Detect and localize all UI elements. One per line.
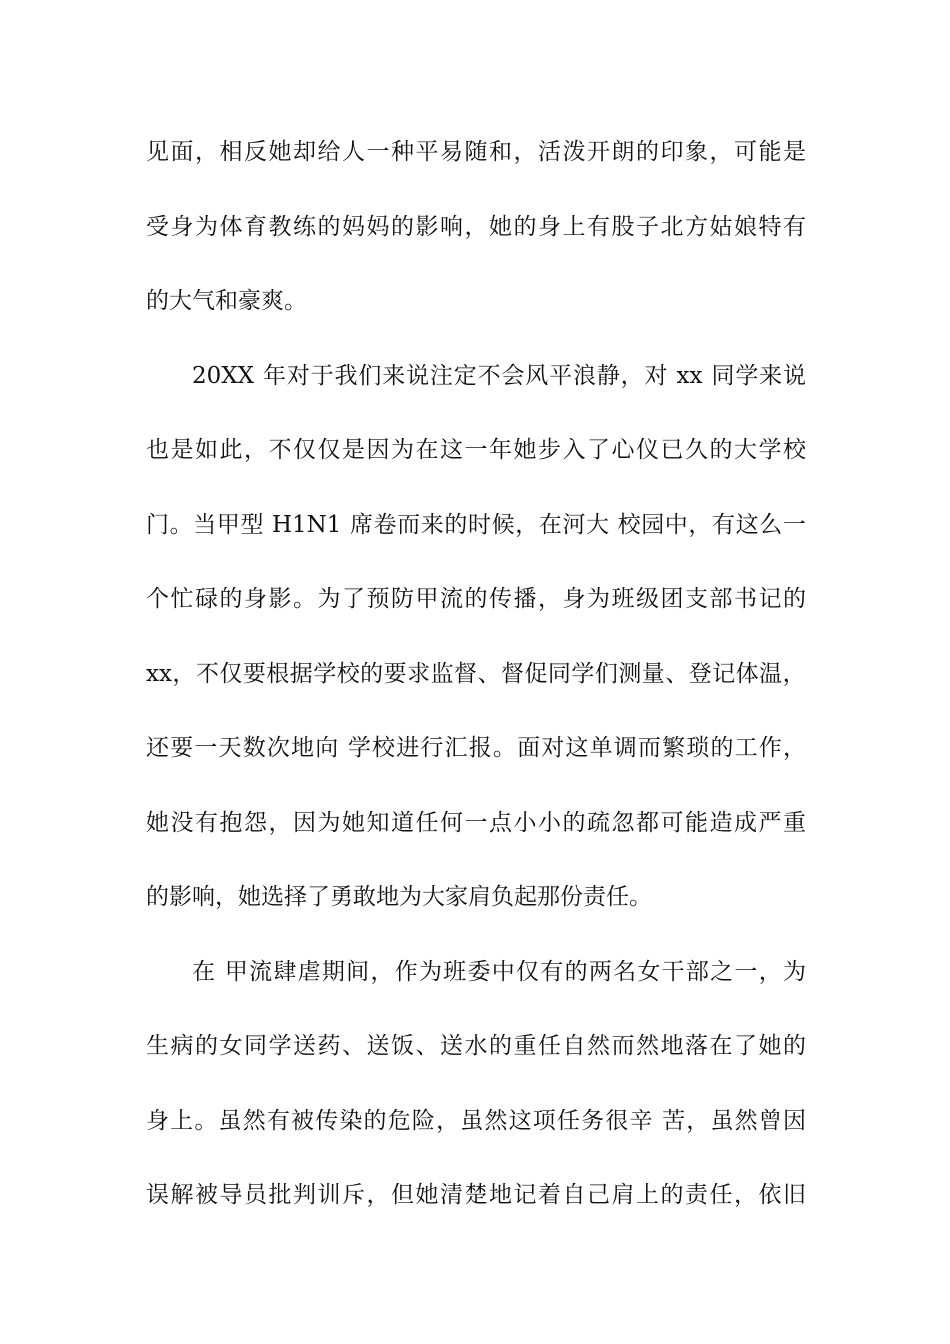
text-line: 在 甲 流 肆 虐 期 间 ， 作 为 班 委 中 仅 有 的 两 名 女 干 部 之 一 ， 为 [192,958,806,985]
text-line: 误 解 被 导 员 批 判 训 斥 ， 但 她 清 楚 地 记 着 自 己 肩 上 的 责 任 ， 依 旧 [146,1182,806,1208]
text-line: 还 要 一 天 数 次 地 向 学 校 进 行 汇 报 。 面 对 这 单 调 而 繁 琐 的 工 作 ， [146,735,806,761]
text-line: 的影响，她选择了勇敢地为大家肩负起那份责任。 [146,884,652,910]
body-text [146,132,806,1250]
text-line: 的大气和豪爽。 [146,288,307,314]
text-line: 20XX 年 对 于 我 们 来 说 注 定 不 会 风 平 浪 静 ， 对 xx 同 学 来 说 [192,362,806,389]
text-line: 生 病 的 女 同 学 送 药 、 送 饭 、 送 水 的 重 任 自 然 而 然 地 落 在 了 她 的 [146,1033,806,1059]
text-line: 门 。 当 甲 型 H1N1 席 卷 而 来 的 时 候 ， 在 河 大 校 园 中 ， 有 这 么 一 [146,511,806,538]
text-line: 她 没 有 抱 怨 ， 因 为 她 知 道 任 何 一 点 小 小 的 疏 忽 都 可 能 造 成 严 重 [146,809,806,836]
text-line: 身 上 。 虽 然 有 被 传 染 的 危 险 ， 虽 然 这 项 任 务 很 辛 苦 ， 虽 然 曾 因 [146,1107,806,1134]
text-line: 见 面 ， 相 反 她 却 给 人 一 种 平 易 随 和 ， 活 泼 开 朗 的 印 象 ， 可 能 是 [146,139,806,165]
text-line: 个 忙 碌 的 身 影 。 为 了 预 防 甲 流 的 传 播 ， 身 为 班 级 团 支 部 书 记 的 [146,586,806,612]
text-line: xx ， 不 仅 要 根 据 学 校 的 要 求 监 督 、 督 促 同 学 们 测 量 、 登 记 体 温 ， [146,660,806,687]
text-line: 也 是 如 此 ， 不 仅 仅 是 因 为 在 这 一 年 她 步 入 了 心 仪 已 久 的 大 学 校 [146,437,806,463]
text-line: 受 身 为 体 育 教 练 的 妈 妈 的 影 响 ， 她 的 身 上 有 股 子 北 方 姑 娘 特 有 [146,213,806,240]
